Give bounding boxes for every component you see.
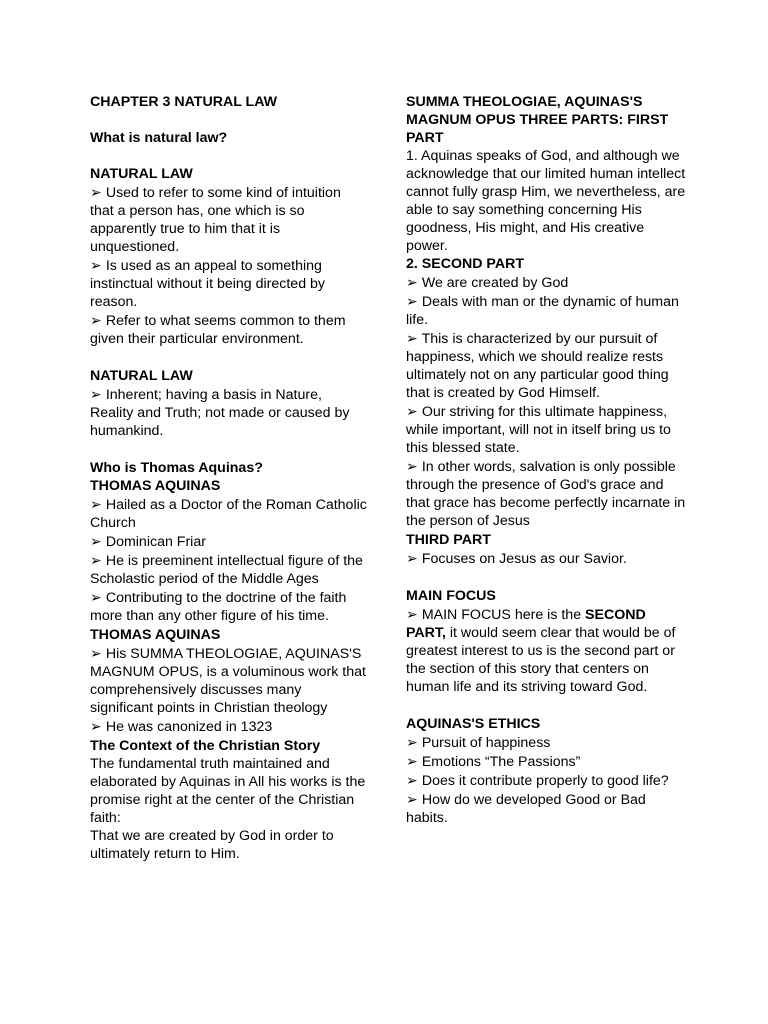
list-item: ➢ Pursuit of happiness	[406, 735, 551, 751]
list-item: ➢ He is preeminent intellectual figure of the Scholastic period of the Middle Ages	[90, 553, 363, 587]
right-column	[406, 93, 686, 828]
left-column	[90, 93, 368, 863]
list-item: ➢ This is characterized by our pursuit of happiness, which we should realize rests ultimately not on any particular good thing that is created by God Himself.	[406, 331, 669, 401]
list-item: ➢ He was canonized in 1323	[90, 719, 273, 735]
list-item: ➢ We are created by God	[406, 275, 569, 291]
list-item: ➢ Deals with man or the dynamic of human life.	[406, 294, 679, 328]
ethics-heading: AQUINAS'S ETHICS	[406, 716, 541, 732]
third-part-heading: THIRD PART	[406, 532, 491, 548]
list-item: ➢ Inherent; having a basis in Nature, Reality and Truth; not made or caused by humankind.	[90, 387, 350, 439]
context-item: That we are created by God in order to ultimately return to Him.	[90, 828, 334, 862]
list-item: ➢ How do we developed Good or Bad habits.	[406, 792, 646, 826]
main-focus-bold: SECOND PART,	[406, 607, 646, 641]
main-focus-heading: MAIN FOCUS	[406, 588, 496, 604]
list-item: ➢ In other words, salvation is only possible through the presence of God's grace and that grace has become perfectly incarnate in the person of Jesus	[406, 459, 686, 529]
main-focus-pre: ➢ MAIN FOCUS here is the	[406, 607, 586, 623]
list-item: ➢ Our striving for this ultimate happiness, while important, will not in itself bring us to this blessed state.	[406, 404, 671, 456]
list-item: ➢ His SUMMA THEOLOGIAE, AQUINAS'S MAGNUM OPUS, is a voluminous work that comprehensively discusses many significant points in Christian theology	[90, 646, 366, 716]
context-text: The fundamental truth maintained and elaborated by Aquinas in All his works is the promise right at the center of the Christian faith:	[90, 756, 366, 826]
summa-heading: SUMMA THEOLOGIAE, AQUINAS'S MAGNUM OPUS THREE PARTS: FIRST PART	[406, 94, 669, 146]
list-item: ➢ Contributing to the doctrine of the faith more than any other figure of his time.	[90, 590, 347, 624]
list-item: ➢ Is used as an appeal to something instinctual without it being directed by reason.	[90, 258, 326, 310]
question-natural-law: What is natural law?	[90, 130, 228, 146]
list-item: ➢ Does it contribute properly to good life?	[406, 773, 669, 789]
main-focus-post: it would seem clear that would be of greatest interest to us is the second part or the section of this story that centers on human life and its striving toward God.	[406, 625, 676, 695]
list-item: ➢ Emotions “The Passions”	[406, 754, 581, 770]
second-part-heading: 2. SECOND PART	[406, 256, 524, 272]
list-item: ➢ Used to refer to some kind of intuition that a person has, one which is so apparently true to him that it is unquestioned.	[90, 185, 341, 255]
thomas-aquinas-heading-2: THOMAS AQUINAS	[90, 627, 221, 643]
list-item: ➢ Dominican Friar	[90, 534, 206, 550]
chapter-title: CHAPTER 3 NATURAL LAW	[90, 94, 278, 110]
list-item: ➢ Refer to what seems common to them given their particular environment.	[90, 313, 346, 347]
first-part-text: 1. Aquinas speaks of God, and although we acknowledge that our limited human intellect cannot fully grasp Him, we nevertheless, are able to say something concerning His goodness, His might, and His creative power.	[406, 148, 686, 254]
natural-law-heading-2: NATURAL LAW	[90, 368, 193, 384]
main-focus-text	[406, 606, 686, 696]
list-item: ➢ Hailed as a Doctor of the Roman Catholic Church	[90, 497, 367, 531]
list-item: ➢ Focuses on Jesus as our Savior.	[406, 551, 627, 567]
context-heading: The Context of the Christian Story	[90, 738, 321, 754]
thomas-aquinas-heading-1: THOMAS AQUINAS	[90, 478, 221, 494]
natural-law-heading-1: NATURAL LAW	[90, 166, 193, 182]
question-aquinas: Who is Thomas Aquinas?	[90, 460, 263, 476]
